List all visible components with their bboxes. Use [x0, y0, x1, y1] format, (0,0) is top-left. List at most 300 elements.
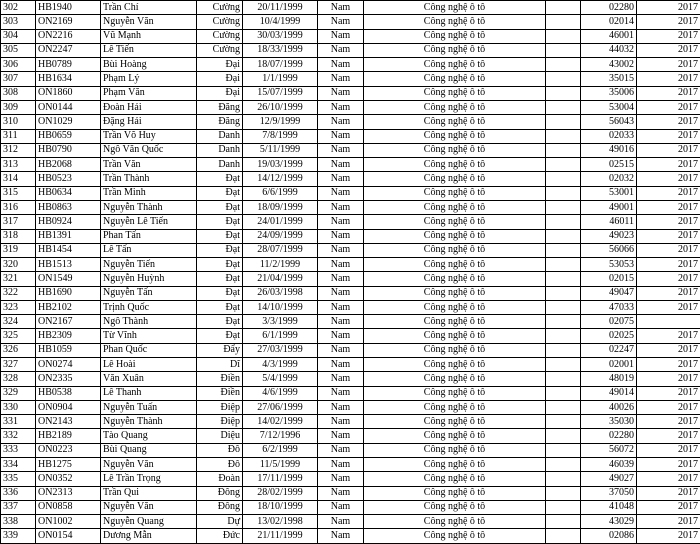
last-middle-name-cell: Đặng Hải [101, 115, 197, 129]
first-name-cell: Điền [197, 372, 243, 386]
extra-cell-cell [546, 372, 581, 386]
birth-date-cell: 20/11/1999 [243, 1, 318, 15]
first-name-cell: Đông [197, 486, 243, 500]
first-name-cell: Đức [197, 529, 243, 543]
first-name-cell: Đăng [197, 100, 243, 114]
first-name-cell: Đạt [197, 300, 243, 314]
row-number-cell: 330 [1, 400, 36, 414]
last-middle-name-cell: Trần Minh [101, 186, 197, 200]
gender-cell: Nam [318, 100, 364, 114]
gender-cell: Nam [318, 15, 364, 29]
major-cell: Công nghệ ô tô [364, 100, 546, 114]
year-cell: 2017 [637, 372, 700, 386]
major-cell: Công nghệ ô tô [364, 415, 546, 429]
gender-cell: Nam [318, 258, 364, 272]
first-name-cell: Danh [197, 129, 243, 143]
major-cell: Công nghệ ô tô [364, 1, 546, 15]
first-name-cell: Điệp [197, 415, 243, 429]
extra-cell-cell [546, 400, 581, 414]
row-number-cell: 339 [1, 529, 36, 543]
table-row [1, 529, 700, 543]
table-row [1, 443, 700, 457]
table-row [1, 272, 700, 286]
last-middle-name-cell: Nguyễn Tiến [101, 258, 197, 272]
student-code-cell: ON0904 [36, 400, 101, 414]
major-cell: Công nghệ ô tô [364, 186, 546, 200]
year-cell: 2017 [637, 29, 700, 43]
student-code-cell: HB0634 [36, 186, 101, 200]
birth-date-cell: 7/12/1996 [243, 429, 318, 443]
birth-date-cell: 5/11/1999 [243, 143, 318, 157]
first-name-cell: Cường [197, 15, 243, 29]
birth-date-cell: 11/5/1999 [243, 458, 318, 472]
major-cell: Công nghệ ô tô [364, 29, 546, 43]
extra-cell-cell [546, 500, 581, 514]
major-cell: Công nghệ ô tô [364, 443, 546, 457]
row-number-cell: 310 [1, 115, 36, 129]
extra-cell-cell [546, 186, 581, 200]
table-body [1, 1, 700, 544]
birth-date-cell: 27/03/1999 [243, 343, 318, 357]
extra-cell-cell [546, 343, 581, 357]
extra-cell-cell [546, 86, 581, 100]
last-middle-name-cell: Lê Thanh [101, 386, 197, 400]
last-middle-name-cell: Trần Qui [101, 486, 197, 500]
row-number-cell: 320 [1, 258, 36, 272]
first-name-cell: Đạt [197, 186, 243, 200]
first-name-cell: Đạt [197, 258, 243, 272]
gender-cell: Nam [318, 129, 364, 143]
gender-cell: Nam [318, 229, 364, 243]
birth-date-cell: 14/12/1999 [243, 172, 318, 186]
extra-cell-cell [546, 158, 581, 172]
student-code-cell: ON1029 [36, 115, 101, 129]
year-cell: 2017 [637, 343, 700, 357]
row-number-cell: 328 [1, 372, 36, 386]
year-cell: 2017 [637, 200, 700, 214]
last-middle-name-cell: Lê Tiến [101, 43, 197, 57]
table-row [1, 229, 700, 243]
table-row [1, 372, 700, 386]
major-cell: Công nghệ ô tô [364, 458, 546, 472]
student-code-cell: HB0538 [36, 386, 101, 400]
region-code-cell: 02280 [581, 1, 637, 15]
year-cell: 2017 [637, 386, 700, 400]
birth-date-cell: 21/11/1999 [243, 529, 318, 543]
table-row [1, 115, 700, 129]
gender-cell: Nam [318, 272, 364, 286]
last-middle-name-cell: Trần Thành [101, 172, 197, 186]
table-row [1, 472, 700, 486]
extra-cell-cell [546, 72, 581, 86]
gender-cell: Nam [318, 315, 364, 329]
extra-cell-cell [546, 515, 581, 529]
last-middle-name-cell: Lê Trần Trọng [101, 472, 197, 486]
year-cell: 2017 [637, 329, 700, 343]
major-cell: Công nghệ ô tô [364, 243, 546, 257]
row-number-cell: 314 [1, 172, 36, 186]
first-name-cell: Đạt [197, 172, 243, 186]
region-code-cell: 48019 [581, 372, 637, 386]
year-cell: 2017 [637, 472, 700, 486]
birth-date-cell: 19/03/1999 [243, 158, 318, 172]
last-middle-name-cell: Ngô Văn Quốc [101, 143, 197, 157]
major-cell: Công nghệ ô tô [364, 515, 546, 529]
major-cell: Công nghệ ô tô [364, 58, 546, 72]
birth-date-cell: 4/6/1999 [243, 386, 318, 400]
last-middle-name-cell: Nguyễn Văn [101, 500, 197, 514]
birth-date-cell: 12/9/1999 [243, 115, 318, 129]
year-cell: 2017 [637, 286, 700, 300]
extra-cell-cell [546, 272, 581, 286]
gender-cell: Nam [318, 529, 364, 543]
extra-cell-cell [546, 286, 581, 300]
extra-cell-cell [546, 386, 581, 400]
gender-cell: Nam [318, 300, 364, 314]
row-number-cell: 324 [1, 315, 36, 329]
first-name-cell: Đạt [197, 200, 243, 214]
region-code-cell: 35006 [581, 86, 637, 100]
birth-date-cell: 21/04/1999 [243, 272, 318, 286]
region-code-cell: 02280 [581, 429, 637, 443]
student-code-cell: ON0154 [36, 529, 101, 543]
major-cell: Công nghệ ô tô [364, 72, 546, 86]
row-number-cell: 338 [1, 515, 36, 529]
year-cell: 2017 [637, 143, 700, 157]
year-cell: 2017 [637, 486, 700, 500]
gender-cell: Nam [318, 243, 364, 257]
birth-date-cell: 24/09/1999 [243, 229, 318, 243]
year-cell: 2017 [637, 500, 700, 514]
first-name-cell: Đô [197, 458, 243, 472]
last-middle-name-cell: Lê Tấn [101, 243, 197, 257]
major-cell: Công nghệ ô tô [364, 343, 546, 357]
last-middle-name-cell: Trần Chí [101, 1, 197, 15]
first-name-cell: Đô [197, 443, 243, 457]
gender-cell: Nam [318, 472, 364, 486]
student-code-cell: ON1002 [36, 515, 101, 529]
gender-cell: Nam [318, 400, 364, 414]
birth-date-cell: 1/1/1999 [243, 72, 318, 86]
birth-date-cell: 28/02/1999 [243, 486, 318, 500]
student-code-cell: HB0523 [36, 172, 101, 186]
region-code-cell: 41048 [581, 500, 637, 514]
extra-cell-cell [546, 29, 581, 43]
last-middle-name-cell: Từ Vĩnh [101, 329, 197, 343]
year-cell: 2017 [637, 100, 700, 114]
year-cell: 2017 [637, 15, 700, 29]
year-cell: 2017 [637, 443, 700, 457]
gender-cell: Nam [318, 1, 364, 15]
first-name-cell: Diệu [197, 429, 243, 443]
table-row [1, 329, 700, 343]
birth-date-cell: 18/10/1999 [243, 500, 318, 514]
student-code-cell: HB0863 [36, 200, 101, 214]
student-code-cell: ON0274 [36, 358, 101, 372]
year-cell: 2017 [637, 529, 700, 543]
birth-date-cell: 24/01/1999 [243, 215, 318, 229]
gender-cell: Nam [318, 215, 364, 229]
student-code-cell: ON2247 [36, 43, 101, 57]
table-row [1, 286, 700, 300]
last-middle-name-cell: Trịnh Quốc [101, 300, 197, 314]
gender-cell: Nam [318, 329, 364, 343]
region-code-cell: 02014 [581, 15, 637, 29]
student-code-cell: HB1690 [36, 286, 101, 300]
region-code-cell: 56043 [581, 115, 637, 129]
major-cell: Công nghệ ô tô [364, 115, 546, 129]
year-cell: 2017 [637, 129, 700, 143]
extra-cell-cell [546, 358, 581, 372]
region-code-cell: 49047 [581, 286, 637, 300]
birth-date-cell: 3/3/1999 [243, 315, 318, 329]
region-code-cell: 02001 [581, 358, 637, 372]
extra-cell-cell [546, 215, 581, 229]
gender-cell: Nam [318, 458, 364, 472]
major-cell: Công nghệ ô tô [364, 372, 546, 386]
table-row [1, 243, 700, 257]
region-code-cell: 43002 [581, 58, 637, 72]
major-cell: Công nghệ ô tô [364, 486, 546, 500]
region-code-cell: 44032 [581, 43, 637, 57]
first-name-cell: Cường [197, 29, 243, 43]
table-row [1, 86, 700, 100]
year-cell: 2017 [637, 400, 700, 414]
first-name-cell: Đạt [197, 272, 243, 286]
first-name-cell: Đại [197, 58, 243, 72]
student-code-cell: HB2068 [36, 158, 101, 172]
table-row [1, 215, 700, 229]
region-code-cell: 53004 [581, 100, 637, 114]
birth-date-cell: 27/06/1999 [243, 400, 318, 414]
first-name-cell: Đại [197, 72, 243, 86]
first-name-cell: Đạt [197, 243, 243, 257]
student-code-cell: HB2102 [36, 300, 101, 314]
region-code-cell: 02247 [581, 343, 637, 357]
last-middle-name-cell: Nguyễn Thành [101, 415, 197, 429]
major-cell: Công nghệ ô tô [364, 272, 546, 286]
birth-date-cell: 26/03/1998 [243, 286, 318, 300]
row-number-cell: 334 [1, 458, 36, 472]
last-middle-name-cell: Văn Xuân [101, 372, 197, 386]
student-code-cell: ON0223 [36, 443, 101, 457]
gender-cell: Nam [318, 372, 364, 386]
major-cell: Công nghệ ô tô [364, 400, 546, 414]
extra-cell-cell [546, 329, 581, 343]
region-code-cell: 49014 [581, 386, 637, 400]
table-row [1, 343, 700, 357]
birth-date-cell: 6/2/1999 [243, 443, 318, 457]
gender-cell: Nam [318, 58, 364, 72]
first-name-cell: Danh [197, 158, 243, 172]
last-middle-name-cell: Nguyễn Huỳnh [101, 272, 197, 286]
extra-cell-cell [546, 472, 581, 486]
row-number-cell: 332 [1, 429, 36, 443]
first-name-cell: Điền [197, 386, 243, 400]
row-number-cell: 311 [1, 129, 36, 143]
student-code-cell: ON0858 [36, 500, 101, 514]
region-code-cell: 49023 [581, 229, 637, 243]
year-cell: 2017 [637, 429, 700, 443]
student-code-cell: HB1940 [36, 1, 101, 15]
gender-cell: Nam [318, 143, 364, 157]
table-row [1, 200, 700, 214]
region-code-cell: 46039 [581, 458, 637, 472]
last-middle-name-cell: Đoàn Hải [101, 100, 197, 114]
year-cell: 2017 [637, 458, 700, 472]
extra-cell-cell [546, 43, 581, 57]
major-cell: Công nghệ ô tô [364, 300, 546, 314]
row-number-cell: 302 [1, 1, 36, 15]
region-code-cell: 46011 [581, 215, 637, 229]
extra-cell-cell [546, 415, 581, 429]
table-row [1, 158, 700, 172]
gender-cell: Nam [318, 358, 364, 372]
student-code-cell: ON1549 [36, 272, 101, 286]
first-name-cell: Đạt [197, 329, 243, 343]
student-code-cell: HB1454 [36, 243, 101, 257]
extra-cell-cell [546, 172, 581, 186]
extra-cell-cell [546, 429, 581, 443]
table-row [1, 386, 700, 400]
table-row [1, 100, 700, 114]
region-code-cell: 35030 [581, 415, 637, 429]
major-cell: Công nghệ ô tô [364, 200, 546, 214]
year-cell: 2017 [637, 186, 700, 200]
region-code-cell: 53053 [581, 258, 637, 272]
row-number-cell: 307 [1, 72, 36, 86]
region-code-cell: 02032 [581, 172, 637, 186]
table-row [1, 486, 700, 500]
last-middle-name-cell: Bùi Hoàng [101, 58, 197, 72]
extra-cell-cell [546, 300, 581, 314]
year-cell: 2017 [637, 172, 700, 186]
major-cell: Công nghệ ô tô [364, 329, 546, 343]
year-cell: 2017 [637, 258, 700, 272]
first-name-cell: Cường [197, 1, 243, 15]
row-number-cell: 305 [1, 43, 36, 57]
birth-date-cell: 6/1/1999 [243, 329, 318, 343]
major-cell: Công nghệ ô tô [364, 229, 546, 243]
gender-cell: Nam [318, 415, 364, 429]
major-cell: Công nghệ ô tô [364, 215, 546, 229]
table-row [1, 515, 700, 529]
birth-date-cell: 7/8/1999 [243, 129, 318, 143]
birth-date-cell: 30/03/1999 [243, 29, 318, 43]
row-number-cell: 319 [1, 243, 36, 257]
row-number-cell: 336 [1, 486, 36, 500]
major-cell: Công nghệ ô tô [364, 43, 546, 57]
gender-cell: Nam [318, 158, 364, 172]
birth-date-cell: 15/07/1999 [243, 86, 318, 100]
extra-cell-cell [546, 258, 581, 272]
student-code-cell: ON2313 [36, 486, 101, 500]
region-code-cell: 49027 [581, 472, 637, 486]
year-cell: 2017 [637, 515, 700, 529]
first-name-cell: Đoàn [197, 472, 243, 486]
gender-cell: Nam [318, 343, 364, 357]
extra-cell-cell [546, 229, 581, 243]
birth-date-cell: 4/3/1999 [243, 358, 318, 372]
extra-cell-cell [546, 243, 581, 257]
extra-cell-cell [546, 315, 581, 329]
major-cell: Công nghệ ô tô [364, 15, 546, 29]
row-number-cell: 313 [1, 158, 36, 172]
student-code-cell: ON2169 [36, 15, 101, 29]
first-name-cell: Đăng [197, 115, 243, 129]
region-code-cell: 02086 [581, 529, 637, 543]
year-cell: 2017 [637, 158, 700, 172]
year-cell: 2017 [637, 72, 700, 86]
table-row [1, 415, 700, 429]
table-row [1, 400, 700, 414]
region-code-cell: 43029 [581, 515, 637, 529]
birth-date-cell: 13/02/1998 [243, 515, 318, 529]
extra-cell-cell [546, 15, 581, 29]
major-cell: Công nghệ ô tô [364, 529, 546, 543]
row-number-cell: 327 [1, 358, 36, 372]
birth-date-cell: 11/2/1999 [243, 258, 318, 272]
last-middle-name-cell: Nguyễn Văn [101, 15, 197, 29]
last-middle-name-cell: Phan Tấn [101, 229, 197, 243]
first-name-cell: Danh [197, 143, 243, 157]
gender-cell: Nam [318, 172, 364, 186]
region-code-cell: 56066 [581, 243, 637, 257]
student-code-cell: HB1391 [36, 229, 101, 243]
region-code-cell: 02515 [581, 158, 637, 172]
last-middle-name-cell: Nguyễn Tuấn [101, 400, 197, 414]
last-middle-name-cell: Bùi Quang [101, 443, 197, 457]
first-name-cell: Đạt [197, 315, 243, 329]
table-row [1, 29, 700, 43]
region-code-cell: 53001 [581, 186, 637, 200]
student-code-cell: HB1059 [36, 343, 101, 357]
extra-cell-cell [546, 129, 581, 143]
region-code-cell: 35015 [581, 72, 637, 86]
table-row [1, 143, 700, 157]
extra-cell-cell [546, 100, 581, 114]
gender-cell: Nam [318, 86, 364, 100]
year-cell [637, 315, 700, 329]
student-code-cell: HB0789 [36, 58, 101, 72]
last-middle-name-cell: Phạm Lý [101, 72, 197, 86]
table-row [1, 72, 700, 86]
year-cell: 2017 [637, 58, 700, 72]
last-middle-name-cell: Nguyễn Quang [101, 515, 197, 529]
student-code-cell: HB0659 [36, 129, 101, 143]
student-code-cell: HB0790 [36, 143, 101, 157]
table-row [1, 172, 700, 186]
last-middle-name-cell: Vũ Mạnh [101, 29, 197, 43]
extra-cell-cell [546, 486, 581, 500]
major-cell: Công nghệ ô tô [364, 429, 546, 443]
year-cell: 2017 [637, 43, 700, 57]
student-code-cell: HB1275 [36, 458, 101, 472]
last-middle-name-cell: Dương Mẫn [101, 529, 197, 543]
table-row [1, 43, 700, 57]
birth-date-cell: 26/10/1999 [243, 100, 318, 114]
extra-cell-cell [546, 200, 581, 214]
student-code-cell: ON2335 [36, 372, 101, 386]
gender-cell: Nam [318, 386, 364, 400]
table-row [1, 500, 700, 514]
birth-date-cell: 17/11/1999 [243, 472, 318, 486]
gender-cell: Nam [318, 72, 364, 86]
year-cell: 2017 [637, 86, 700, 100]
year-cell: 2017 [637, 272, 700, 286]
major-cell: Công nghệ ô tô [364, 143, 546, 157]
table-row [1, 315, 700, 329]
